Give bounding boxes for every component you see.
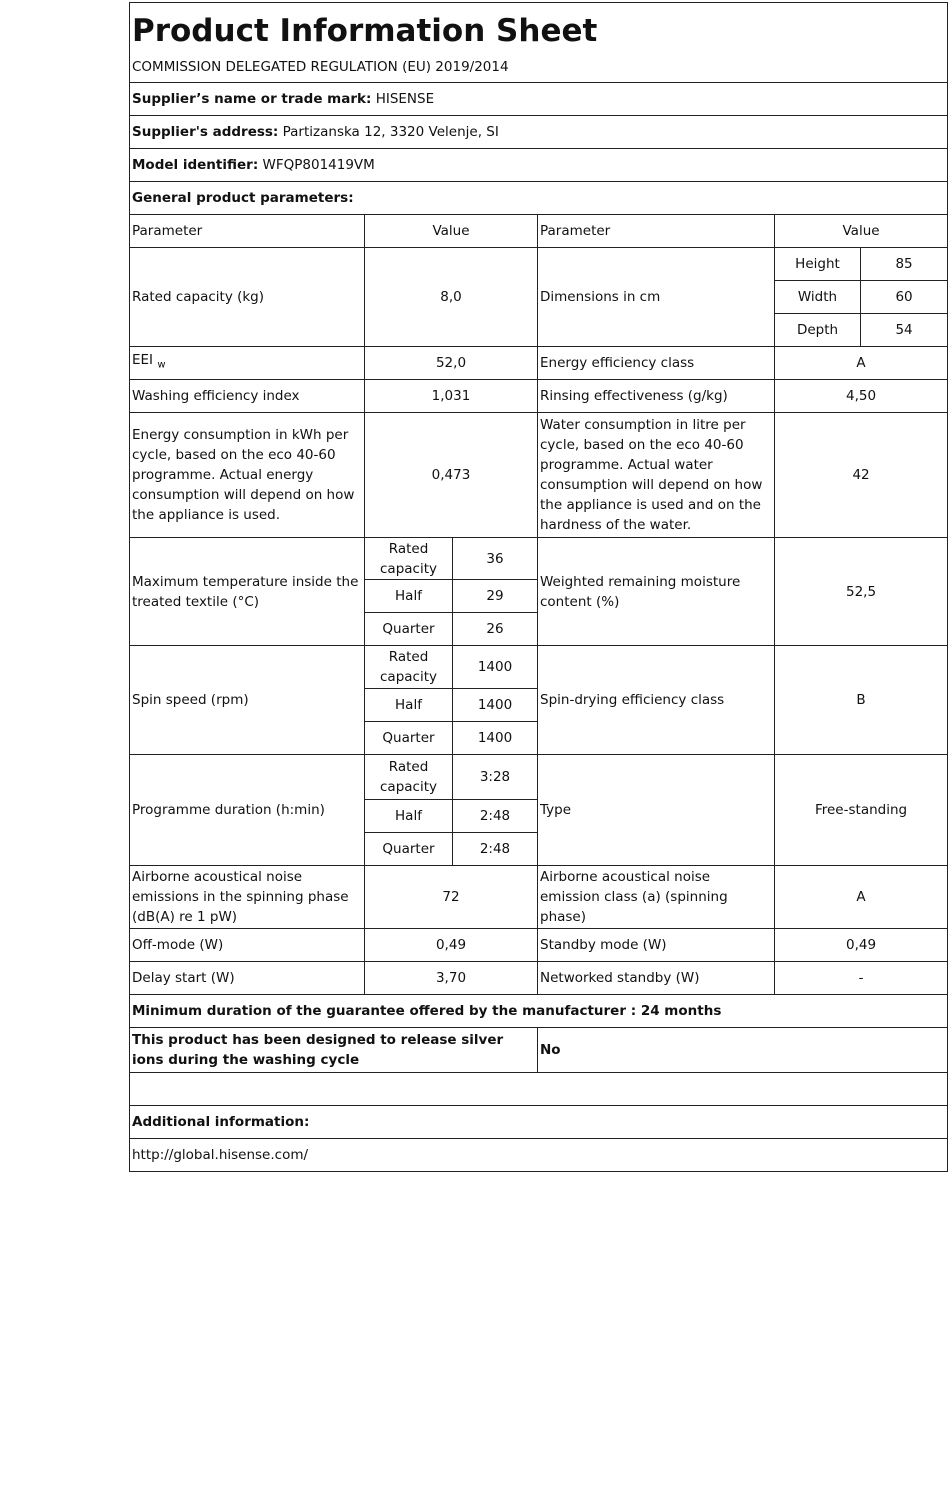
moisture-value: 52,5 [775, 538, 948, 646]
height-value: 85 [861, 248, 948, 281]
type-label: Type [538, 755, 775, 866]
eei-value: 52,0 [365, 347, 538, 380]
spin-class-value: B [775, 646, 948, 755]
silver-ions-label: This product has been designed to release silver ions during the washing cycle [130, 1028, 538, 1073]
height-label: Height [775, 248, 861, 281]
sheet-title-cell [130, 3, 948, 53]
spin-quarter-value: 1400 [453, 722, 538, 755]
address-value: Partizanska 12, 3320 Velenje, SI [282, 124, 499, 140]
max-temp-half-label: Half [365, 580, 453, 613]
moisture-label: Weighted remaining moisture content (%) [538, 538, 775, 646]
general-parameters-heading: General product parameters: [130, 182, 948, 215]
depth-value: 54 [861, 314, 948, 347]
max-temp-rated-label: Rated capacity [365, 538, 453, 580]
supplier-label: Supplier’s name or trade mark: [132, 91, 372, 107]
washing-index-value: 1,031 [365, 380, 538, 413]
supplier-row [130, 83, 948, 116]
width-value: 60 [861, 281, 948, 314]
type-value: Free-standing [775, 755, 948, 866]
duration-rated-value: 3:28 [453, 755, 538, 800]
column-header-parameter-2: Parameter [538, 215, 775, 248]
spin-speed-label: Spin speed (rpm) [130, 646, 365, 755]
noise-label: Airborne acoustical noise emissions in the spinning phase (dB(A) re 1 pW) [130, 866, 365, 929]
address-label: Supplier's address: [132, 124, 279, 140]
column-header-value-2: Value [775, 215, 948, 248]
additional-info-heading: Additional information: [130, 1106, 948, 1139]
spin-quarter-label: Quarter [365, 722, 453, 755]
standby-value: 0,49 [775, 929, 948, 962]
delay-start-value: 3,70 [365, 962, 538, 995]
spin-class-label: Spin-drying efficiency class [538, 646, 775, 755]
standby-label: Standby mode (W) [538, 929, 775, 962]
max-temp-quarter-value: 26 [453, 613, 538, 646]
water-consumption-value: 42 [775, 413, 948, 538]
regulation-cell [130, 53, 948, 83]
energy-class-label: Energy efficiency class [538, 347, 775, 380]
address-row [130, 116, 948, 149]
spin-rated-label: Rated capacity [365, 646, 453, 689]
column-header-value: Value [365, 215, 538, 248]
delay-start-label: Delay start (W) [130, 962, 365, 995]
dimensions-label: Dimensions in cm [538, 248, 775, 347]
noise-class-label: Airborne acoustical noise emission class (a) (spinning phase) [538, 866, 775, 929]
off-mode-label: Off-mode (W) [130, 929, 365, 962]
rated-capacity-label: Rated capacity (kg) [130, 248, 365, 347]
networked-standby-label: Networked standby (W) [538, 962, 775, 995]
spin-half-value: 1400 [453, 689, 538, 722]
max-temperature-label: Maximum temperature inside the treated textile (°C) [130, 538, 365, 646]
page-title: Product Information Sheet [132, 12, 598, 49]
rated-capacity-value: 8,0 [365, 248, 538, 347]
off-mode-value: 0,49 [365, 929, 538, 962]
max-temp-quarter-label: Quarter [365, 613, 453, 646]
duration-label: Programme duration (h:min) [130, 755, 365, 866]
max-temp-rated-value: 36 [453, 538, 538, 580]
regulation-text: COMMISSION DELEGATED REGULATION (EU) 2019/2014 [132, 59, 509, 76]
model-value: WFQP801419VM [262, 157, 375, 173]
duration-half-label: Half [365, 800, 453, 833]
water-consumption-label: Water consumption in litre per cycle, based on the eco 40-60 programme. Actual water consumption will depend on how the appliance is used and on the hardness of the water. [538, 413, 775, 538]
guarantee-label: Minimum duration of the guarantee offered by the manufacturer : [132, 1003, 637, 1019]
spin-rated-value: 1400 [453, 646, 538, 689]
product-information-table [129, 2, 948, 1172]
washing-index-label: Washing efficiency index [130, 380, 365, 413]
noise-class-value: A [775, 866, 948, 929]
max-temp-half-value: 29 [453, 580, 538, 613]
duration-quarter-value: 2:48 [453, 833, 538, 866]
rinsing-value: 4,50 [775, 380, 948, 413]
rinsing-label: Rinsing effectiveness (g/kg) [538, 380, 775, 413]
column-header-parameter: Parameter [130, 215, 365, 248]
duration-rated-label: Rated capacity [365, 755, 453, 800]
guarantee-value: 24 months [640, 1003, 722, 1019]
guarantee-row [130, 995, 948, 1028]
networked-standby-value: - [775, 962, 948, 995]
eei-label-cell [130, 347, 365, 380]
eei-label: EEI [132, 352, 154, 369]
energy-class-value: A [775, 347, 948, 380]
duration-half-value: 2:48 [453, 800, 538, 833]
energy-consumption-value: 0,473 [365, 413, 538, 538]
silver-ions-value: No [538, 1028, 948, 1073]
empty-row [130, 1073, 948, 1106]
depth-label: Depth [775, 314, 861, 347]
model-label: Model identifier: [132, 157, 259, 173]
duration-quarter-label: Quarter [365, 833, 453, 866]
additional-info-url: http://global.hisense.com/ [130, 1139, 948, 1172]
width-label: Width [775, 281, 861, 314]
eei-subscript: w [157, 359, 166, 371]
noise-value: 72 [365, 866, 538, 929]
energy-consumption-label: Energy consumption in kWh per cycle, based on the eco 40-60 programme. Actual energy consumption will depend on how the appliance is used. [130, 413, 365, 538]
spin-half-label: Half [365, 689, 453, 722]
supplier-value: HISENSE [375, 91, 435, 107]
model-row [130, 149, 948, 182]
